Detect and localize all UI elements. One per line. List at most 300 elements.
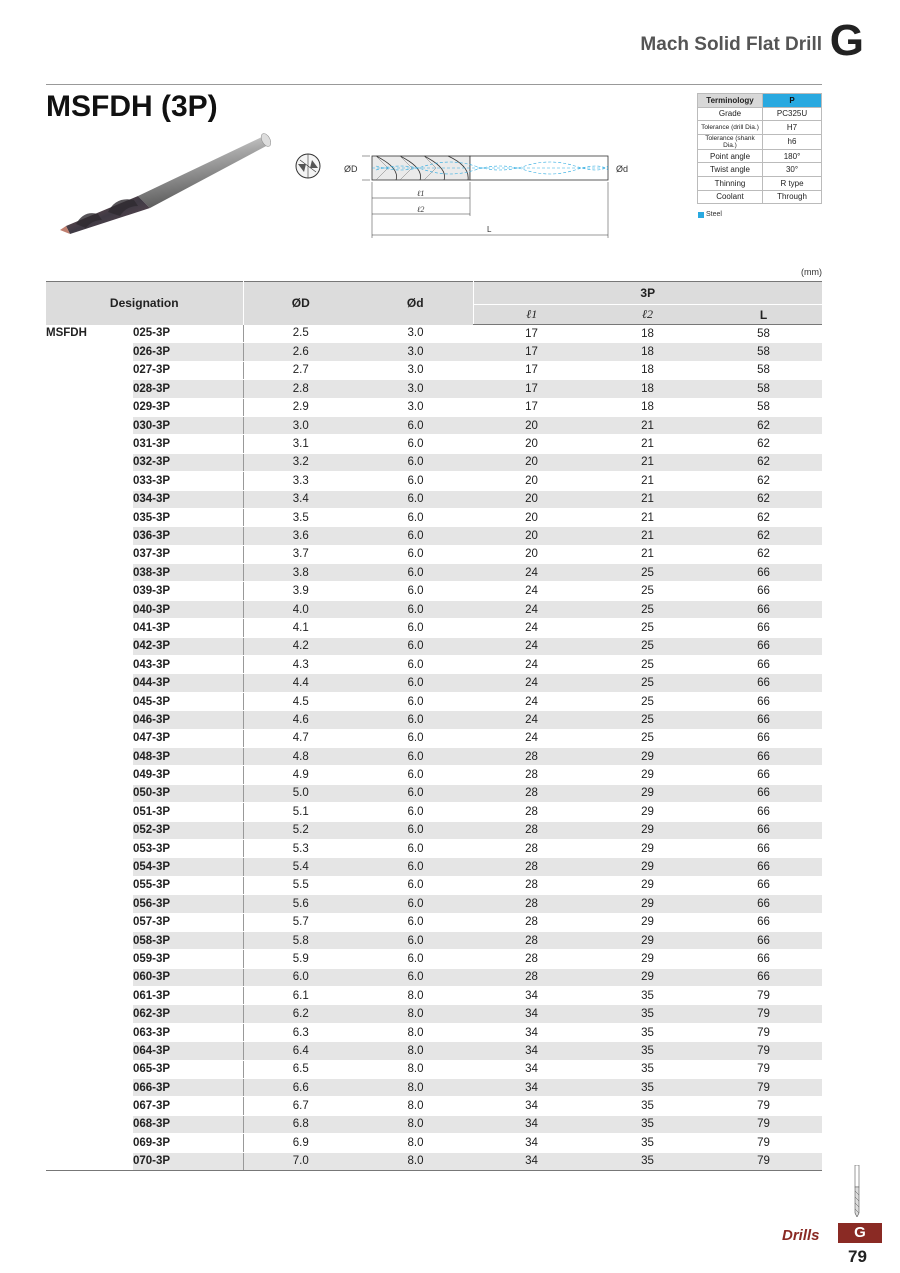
l1-cell: 17 xyxy=(473,361,590,379)
designation-cell: 066-3P xyxy=(133,1079,243,1097)
D-cell: 2.9 xyxy=(243,398,358,416)
l1-cell: 17 xyxy=(473,343,590,361)
l2-cell: 21 xyxy=(590,527,705,545)
header-designation: Designation xyxy=(46,282,243,325)
footer-category: Drills xyxy=(782,1227,820,1244)
l2-cell: 29 xyxy=(590,858,705,876)
D-cell: 6.7 xyxy=(243,1097,358,1115)
L-cell: 62 xyxy=(705,416,822,434)
L-cell: 66 xyxy=(705,784,822,802)
D-cell: 5.7 xyxy=(243,913,358,931)
table-row xyxy=(46,729,822,747)
designation-cell: 029-3P xyxy=(133,398,243,416)
L-cell: 79 xyxy=(705,1060,822,1078)
d-cell: 6.0 xyxy=(358,600,473,618)
l2-cell: 35 xyxy=(590,1152,705,1170)
D-cell: 4.2 xyxy=(243,637,358,655)
diagram-label-L: L xyxy=(487,225,492,234)
D-cell: 5.6 xyxy=(243,895,358,913)
header-d: Ød xyxy=(358,282,473,325)
table-row xyxy=(46,527,822,545)
series-cell xyxy=(46,803,133,821)
table-row xyxy=(46,950,822,968)
D-cell: 6.9 xyxy=(243,1134,358,1152)
designation-cell: 026-3P xyxy=(133,343,243,361)
l2-cell: 18 xyxy=(590,343,705,361)
drill-end-view xyxy=(294,152,322,180)
D-cell: 2.7 xyxy=(243,361,358,379)
designation-cell: 053-3P xyxy=(133,839,243,857)
d-cell: 6.0 xyxy=(358,839,473,857)
series-cell xyxy=(46,343,133,361)
designation-cell: 042-3P xyxy=(133,637,243,655)
series-cell xyxy=(46,582,133,600)
designation-cell: 065-3P xyxy=(133,1060,243,1078)
l1-cell: 34 xyxy=(473,1060,590,1078)
d-cell: 6.0 xyxy=(358,968,473,986)
L-cell: 66 xyxy=(705,858,822,876)
D-cell: 3.2 xyxy=(243,453,358,471)
L-cell: 58 xyxy=(705,380,822,398)
table-row xyxy=(46,656,822,674)
spec-row: Grade PC325U xyxy=(698,107,822,121)
l1-cell: 17 xyxy=(473,325,590,343)
table-row xyxy=(46,784,822,802)
D-cell: 3.4 xyxy=(243,490,358,508)
D-cell: 4.0 xyxy=(243,600,358,618)
d-cell: 6.0 xyxy=(358,564,473,582)
D-cell: 3.3 xyxy=(243,472,358,490)
table-row xyxy=(46,968,822,986)
designation-cell: 070-3P xyxy=(133,1152,243,1170)
designation-cell: 039-3P xyxy=(133,582,243,600)
series-cell xyxy=(46,1152,133,1170)
l1-cell: 24 xyxy=(473,582,590,600)
l1-cell: 17 xyxy=(473,398,590,416)
D-cell: 3.1 xyxy=(243,435,358,453)
l1-cell: 34 xyxy=(473,1042,590,1060)
l2-cell: 25 xyxy=(590,674,705,692)
L-cell: 66 xyxy=(705,747,822,765)
spec-legend xyxy=(698,211,722,218)
designation-cell: 069-3P xyxy=(133,1134,243,1152)
designation-cell: 038-3P xyxy=(133,564,243,582)
legend-swatch xyxy=(698,212,704,218)
d-cell: 6.0 xyxy=(358,545,473,563)
table-row xyxy=(46,398,822,416)
header-title: Mach Solid Flat Drill xyxy=(640,34,822,55)
designation-cell: 058-3P xyxy=(133,931,243,949)
designation-cell: 068-3P xyxy=(133,1115,243,1133)
designation-cell: 036-3P xyxy=(133,527,243,545)
l2-cell: 29 xyxy=(590,931,705,949)
l2-cell: 25 xyxy=(590,692,705,710)
D-cell: 4.7 xyxy=(243,729,358,747)
d-cell: 6.0 xyxy=(358,821,473,839)
designation-cell: 064-3P xyxy=(133,1042,243,1060)
spec-header-value: P xyxy=(763,94,822,108)
table-row xyxy=(46,1079,822,1097)
L-cell: 79 xyxy=(705,1023,822,1041)
d-cell: 6.0 xyxy=(358,729,473,747)
l1-cell: 24 xyxy=(473,656,590,674)
l2-cell: 29 xyxy=(590,784,705,802)
table-row xyxy=(46,600,822,618)
L-cell: 66 xyxy=(705,950,822,968)
L-cell: 62 xyxy=(705,545,822,563)
D-cell: 3.7 xyxy=(243,545,358,563)
designation-cell: 025-3P xyxy=(133,325,243,343)
d-cell: 6.0 xyxy=(358,472,473,490)
d-cell: 8.0 xyxy=(358,1134,473,1152)
L-cell: 58 xyxy=(705,361,822,379)
d-cell: 8.0 xyxy=(358,1042,473,1060)
series-cell xyxy=(46,1005,133,1023)
l2-cell: 21 xyxy=(590,472,705,490)
d-cell: 8.0 xyxy=(358,1152,473,1170)
unit-label: (mm) xyxy=(801,267,822,277)
table-row xyxy=(46,1060,822,1078)
table-row xyxy=(46,545,822,563)
d-cell: 6.0 xyxy=(358,858,473,876)
drill-photo xyxy=(46,130,271,235)
D-cell: 6.5 xyxy=(243,1060,358,1078)
l2-cell: 25 xyxy=(590,656,705,674)
series-cell xyxy=(46,692,133,710)
designation-cell: 032-3P xyxy=(133,453,243,471)
l2-cell: 29 xyxy=(590,876,705,894)
designation-cell: 061-3P xyxy=(133,987,243,1005)
table-row xyxy=(46,1005,822,1023)
d-cell: 6.0 xyxy=(358,895,473,913)
D-cell: 4.5 xyxy=(243,692,358,710)
L-cell: 79 xyxy=(705,1005,822,1023)
product-title: MSFDH (3P) xyxy=(46,90,218,123)
d-cell: 8.0 xyxy=(358,1060,473,1078)
l2-cell: 21 xyxy=(590,435,705,453)
D-cell: 5.3 xyxy=(243,839,358,857)
D-cell: 6.1 xyxy=(243,987,358,1005)
l2-cell: 29 xyxy=(590,747,705,765)
table-row xyxy=(46,987,822,1005)
series-cell xyxy=(46,1097,133,1115)
d-cell: 6.0 xyxy=(358,711,473,729)
series-cell xyxy=(46,876,133,894)
l1-cell: 20 xyxy=(473,472,590,490)
L-cell: 66 xyxy=(705,600,822,618)
d-cell: 8.0 xyxy=(358,1079,473,1097)
series-cell xyxy=(46,380,133,398)
designation-cell: 047-3P xyxy=(133,729,243,747)
table-row xyxy=(46,674,822,692)
l1-cell: 28 xyxy=(473,895,590,913)
d-cell: 6.0 xyxy=(358,656,473,674)
spec-row: Twist angle 30° xyxy=(698,163,822,177)
designation-cell: 040-3P xyxy=(133,600,243,618)
D-cell: 5.4 xyxy=(243,858,358,876)
L-cell: 66 xyxy=(705,692,822,710)
series-cell xyxy=(46,1060,133,1078)
header-L: L xyxy=(705,305,822,325)
d-cell: 8.0 xyxy=(358,1005,473,1023)
series-cell xyxy=(46,913,133,931)
l1-cell: 24 xyxy=(473,619,590,637)
table-row xyxy=(46,821,822,839)
series-cell xyxy=(46,472,133,490)
D-cell: 5.9 xyxy=(243,950,358,968)
table-row xyxy=(46,619,822,637)
d-cell: 3.0 xyxy=(358,380,473,398)
d-cell: 6.0 xyxy=(358,950,473,968)
table-row xyxy=(46,325,822,343)
l1-cell: 34 xyxy=(473,1005,590,1023)
L-cell: 79 xyxy=(705,1079,822,1097)
l2-cell: 25 xyxy=(590,711,705,729)
L-cell: 79 xyxy=(705,1097,822,1115)
series-cell xyxy=(46,1134,133,1152)
L-cell: 79 xyxy=(705,1115,822,1133)
l2-cell: 35 xyxy=(590,987,705,1005)
l2-cell: 18 xyxy=(590,325,705,343)
table-row xyxy=(46,1115,822,1133)
d-cell: 6.0 xyxy=(358,747,473,765)
d-cell: 6.0 xyxy=(358,453,473,471)
D-cell: 4.8 xyxy=(243,747,358,765)
l2-cell: 25 xyxy=(590,729,705,747)
spec-row: Tolerance (drill Dia.) H7 xyxy=(698,121,822,135)
d-cell: 6.0 xyxy=(358,527,473,545)
L-cell: 66 xyxy=(705,656,822,674)
l1-cell: 24 xyxy=(473,729,590,747)
l1-cell: 28 xyxy=(473,839,590,857)
L-cell: 66 xyxy=(705,582,822,600)
L-cell: 79 xyxy=(705,1134,822,1152)
table-row xyxy=(46,582,822,600)
l1-cell: 24 xyxy=(473,637,590,655)
l1-cell: 34 xyxy=(473,1079,590,1097)
section-letter: G xyxy=(829,16,864,65)
diagram-label-l1: ℓ1 xyxy=(417,189,425,198)
series-cell xyxy=(46,821,133,839)
L-cell: 79 xyxy=(705,1042,822,1060)
L-cell: 66 xyxy=(705,637,822,655)
l1-cell: 20 xyxy=(473,545,590,563)
series-cell xyxy=(46,674,133,692)
side-drill-icon xyxy=(852,1165,862,1217)
designation-cell: 041-3P xyxy=(133,619,243,637)
series-cell xyxy=(46,508,133,526)
series-cell xyxy=(46,361,133,379)
D-cell: 5.5 xyxy=(243,876,358,894)
l2-cell: 29 xyxy=(590,913,705,931)
d-cell: 8.0 xyxy=(358,1097,473,1115)
series-cell xyxy=(46,656,133,674)
D-cell: 5.2 xyxy=(243,821,358,839)
L-cell: 66 xyxy=(705,564,822,582)
dimension-table xyxy=(46,281,822,1171)
d-cell: 3.0 xyxy=(358,361,473,379)
table-row xyxy=(46,747,822,765)
L-cell: 66 xyxy=(705,766,822,784)
l1-cell: 34 xyxy=(473,1152,590,1170)
designation-cell: 030-3P xyxy=(133,416,243,434)
L-cell: 62 xyxy=(705,508,822,526)
l2-cell: 25 xyxy=(590,582,705,600)
series-cell xyxy=(46,490,133,508)
designation-cell: 050-3P xyxy=(133,784,243,802)
l2-cell: 21 xyxy=(590,416,705,434)
D-cell: 3.6 xyxy=(243,527,358,545)
d-cell: 6.0 xyxy=(358,416,473,434)
l2-cell: 21 xyxy=(590,508,705,526)
l2-cell: 29 xyxy=(590,950,705,968)
series-cell xyxy=(46,416,133,434)
table-body xyxy=(46,325,822,1171)
designation-cell: 054-3P xyxy=(133,858,243,876)
l2-cell: 29 xyxy=(590,821,705,839)
D-cell: 3.9 xyxy=(243,582,358,600)
series-cell xyxy=(46,545,133,563)
l1-cell: 28 xyxy=(473,821,590,839)
L-cell: 66 xyxy=(705,711,822,729)
series-cell xyxy=(46,784,133,802)
table-row xyxy=(46,895,822,913)
L-cell: 62 xyxy=(705,453,822,471)
header-D: ØD xyxy=(243,282,358,325)
series-cell xyxy=(46,637,133,655)
spec-row: Coolant Through xyxy=(698,190,822,204)
table-row xyxy=(46,1023,822,1041)
l2-cell: 18 xyxy=(590,380,705,398)
l2-cell: 29 xyxy=(590,839,705,857)
D-cell: 4.3 xyxy=(243,656,358,674)
l1-cell: 28 xyxy=(473,747,590,765)
L-cell: 66 xyxy=(705,729,822,747)
l2-cell: 35 xyxy=(590,1042,705,1060)
table-row xyxy=(46,435,822,453)
d-cell: 6.0 xyxy=(358,784,473,802)
l2-cell: 35 xyxy=(590,1134,705,1152)
drill-dimension-diagram xyxy=(330,146,640,242)
series-cell xyxy=(46,987,133,1005)
l1-cell: 28 xyxy=(473,931,590,949)
d-cell: 6.0 xyxy=(358,803,473,821)
D-cell: 4.9 xyxy=(243,766,358,784)
l1-cell: 20 xyxy=(473,490,590,508)
l1-cell: 28 xyxy=(473,876,590,894)
L-cell: 66 xyxy=(705,931,822,949)
table-row xyxy=(46,564,822,582)
D-cell: 4.1 xyxy=(243,619,358,637)
series-cell xyxy=(46,747,133,765)
l2-cell: 35 xyxy=(590,1060,705,1078)
D-cell: 2.8 xyxy=(243,380,358,398)
l1-cell: 20 xyxy=(473,416,590,434)
series-cell xyxy=(46,766,133,784)
L-cell: 79 xyxy=(705,1152,822,1170)
table-row xyxy=(46,416,822,434)
footer-section-letter: G xyxy=(838,1223,882,1243)
series-cell xyxy=(46,858,133,876)
designation-cell: 052-3P xyxy=(133,821,243,839)
designation-cell: 062-3P xyxy=(133,1005,243,1023)
l2-cell: 18 xyxy=(590,361,705,379)
series-cell xyxy=(46,1042,133,1060)
designation-cell: 060-3P xyxy=(133,968,243,986)
l1-cell: 34 xyxy=(473,1134,590,1152)
D-cell: 2.5 xyxy=(243,325,358,343)
D-cell: 6.6 xyxy=(243,1079,358,1097)
l2-cell: 25 xyxy=(590,600,705,618)
L-cell: 66 xyxy=(705,968,822,986)
series-cell xyxy=(46,931,133,949)
designation-cell: 059-3P xyxy=(133,950,243,968)
table-row xyxy=(46,931,822,949)
series-cell xyxy=(46,527,133,545)
series-cell xyxy=(46,839,133,857)
l1-cell: 20 xyxy=(473,435,590,453)
legend-label: Steel xyxy=(706,211,722,218)
series-cell xyxy=(46,453,133,471)
d-cell: 3.0 xyxy=(358,343,473,361)
spec-header-label: Terminology xyxy=(698,94,763,108)
D-cell: 6.8 xyxy=(243,1115,358,1133)
table-row xyxy=(46,839,822,857)
L-cell: 62 xyxy=(705,490,822,508)
spec-row: Point angle 180° xyxy=(698,149,822,163)
l1-cell: 17 xyxy=(473,380,590,398)
header-group-3p: 3P xyxy=(473,282,822,305)
series-cell xyxy=(46,398,133,416)
d-cell: 6.0 xyxy=(358,490,473,508)
designation-cell: 049-3P xyxy=(133,766,243,784)
l2-cell: 35 xyxy=(590,1005,705,1023)
D-cell: 5.0 xyxy=(243,784,358,802)
D-cell: 3.5 xyxy=(243,508,358,526)
L-cell: 66 xyxy=(705,913,822,931)
table-row xyxy=(46,343,822,361)
l1-cell: 20 xyxy=(473,453,590,471)
D-cell: 5.8 xyxy=(243,931,358,949)
l1-cell: 34 xyxy=(473,1115,590,1133)
table-row xyxy=(46,508,822,526)
table-row xyxy=(46,1134,822,1152)
l1-cell: 20 xyxy=(473,508,590,526)
l2-cell: 29 xyxy=(590,803,705,821)
designation-cell: 046-3P xyxy=(133,711,243,729)
series-cell xyxy=(46,729,133,747)
l1-cell: 20 xyxy=(473,527,590,545)
L-cell: 58 xyxy=(705,325,822,343)
designation-cell: 055-3P xyxy=(133,876,243,894)
designation-cell: 028-3P xyxy=(133,380,243,398)
D-cell: 4.6 xyxy=(243,711,358,729)
designation-cell: 045-3P xyxy=(133,692,243,710)
l2-cell: 29 xyxy=(590,895,705,913)
l1-cell: 24 xyxy=(473,711,590,729)
table-row xyxy=(46,692,822,710)
L-cell: 62 xyxy=(705,527,822,545)
designation-cell: 037-3P xyxy=(133,545,243,563)
l2-cell: 21 xyxy=(590,490,705,508)
l2-cell: 25 xyxy=(590,619,705,637)
D-cell: 6.3 xyxy=(243,1023,358,1041)
spec-row: Thinning R type xyxy=(698,176,822,190)
d-cell: 8.0 xyxy=(358,987,473,1005)
designation-cell: 027-3P xyxy=(133,361,243,379)
table-row xyxy=(46,876,822,894)
series-cell xyxy=(46,1079,133,1097)
